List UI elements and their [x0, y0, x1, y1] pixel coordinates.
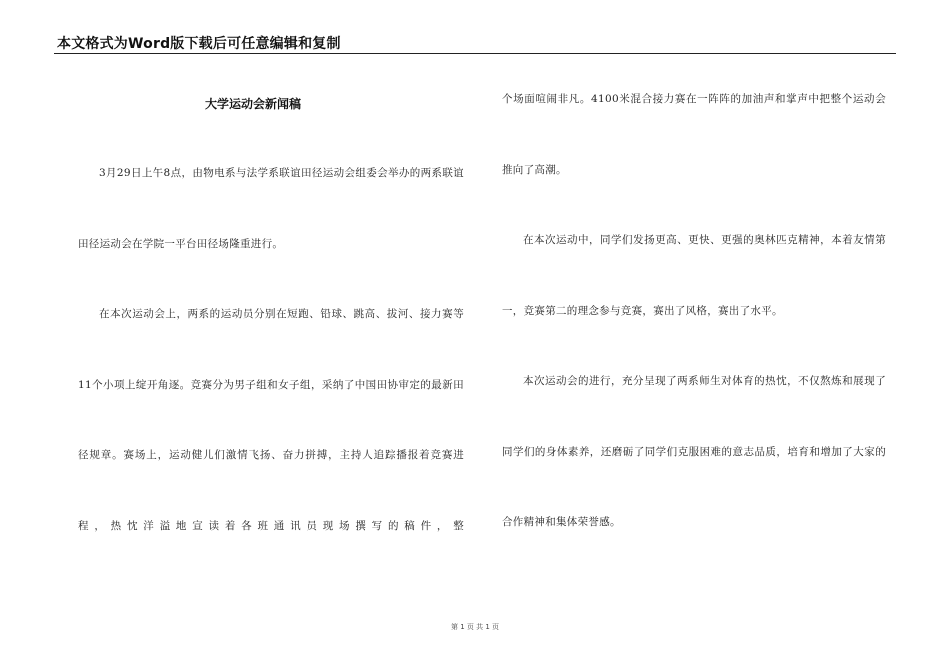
article-title: 大学运动会新闻稿 [205, 97, 302, 111]
paragraph-1: 3月29日上午8点，由物电系与法学系联谊田径运动会组委会举办的两系联谊田径运动会在学院一平台田径场隆重进行。 [78, 167, 464, 250]
header-divider [54, 53, 896, 54]
page-number-footer: 第 1 页 共 1 页 [450, 623, 500, 631]
paragraph-2-continued: 个场面喧闹非凡。4100米混合接力赛在一阵阵的加油声和掌声中把整个运动会推向了高潮。 [502, 93, 886, 176]
left-column [78, 138, 464, 561]
paragraph-2: 在本次运动会上，两系的运动员分别在短跑、铅球、跳高、拔河、接力赛等11个小项上绽开角逐。竞赛分为男子组和女子组，采纳了中国田协审定的最新田径规章。赛场上，运动健儿们激情飞扬、奋力拼搏，主持人追踪播报着竞赛进程，热忱洋溢地宣读着各班通讯员现场撰写的稿件，整 [78, 308, 464, 532]
paragraph-3: 在本次运动中，同学们发扬更高、更快、更强的奥林匹克精神，本着友情第一，竞赛第二的理念参与竞赛，赛出了风格，赛出了水平。 [502, 234, 886, 317]
paragraph-4: 本次运动会的进行，充分呈现了两系师生对体育的热忱，不仅熬炼和展现了同学们的身体素养，还磨砺了同学们克服困难的意志品质，培育和增加了大家的合作精神和集体荣誉感。 [502, 375, 886, 528]
document-header: 本文格式为Word版下载后可任意编辑和复制 [57, 36, 341, 52]
right-column [502, 64, 886, 558]
